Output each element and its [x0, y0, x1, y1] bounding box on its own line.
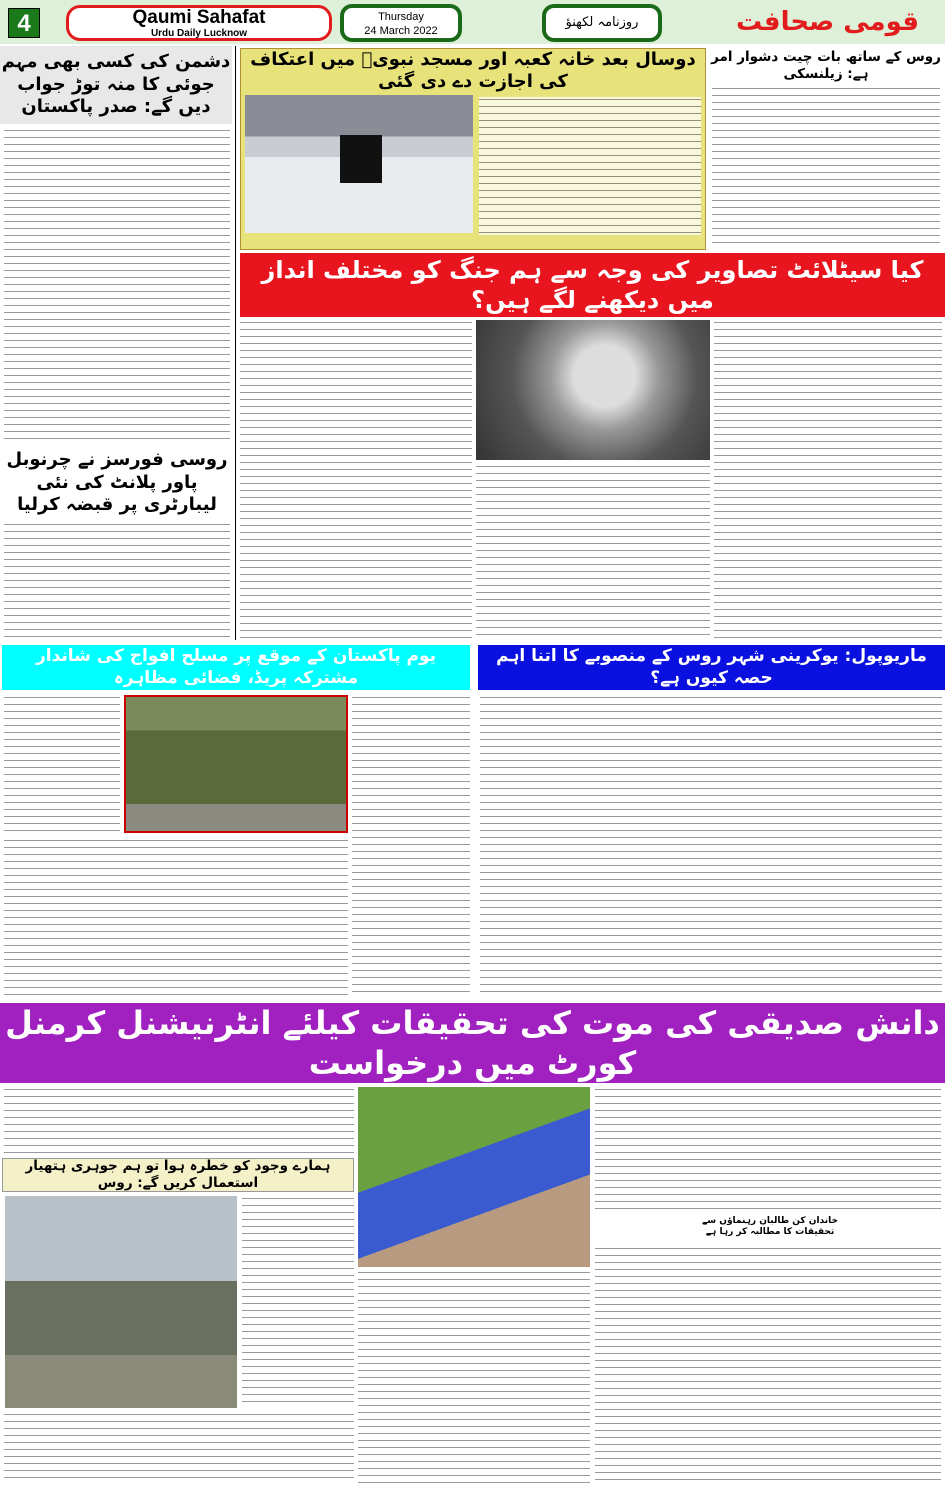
urdu-logo: قومی صحافت	[736, 7, 919, 37]
president-headline-box	[0, 46, 232, 124]
danish-body-right	[595, 1087, 941, 1210]
date: 24 March 2022	[364, 25, 438, 37]
kaaba-photo	[245, 95, 473, 233]
danish-subheading: خاندان کن طالبان رہنماؤں سے تحقیقات کا مطالبہ کر رہا ہے	[700, 1212, 840, 1242]
mariupol-headline: ماریوپول: یوکرینی شہر روس کے منصوبے کا اتنا اہم حصہ کیوں ہے؟	[496, 646, 927, 688]
nuclear-body	[4, 1412, 354, 1484]
mariupol-body	[480, 695, 942, 998]
pakistan-day-headline: یوم پاکستان کے موقع پر مسلح افواج کی شاندار مشترکہ پریڈ، فضائی مظاہرہ	[35, 646, 437, 688]
danish-banner	[0, 1003, 945, 1083]
zelensky-headline: روس کے ساتھ بات چیت دشوار امر ہے: زیلنسکی	[711, 49, 941, 82]
satellite-body-right	[714, 320, 942, 638]
danish-headline: دانش صدیقی کی موت کی تحقیقات کیلئے انٹرنیشنل کرمنل کورٹ میں درخواست	[5, 1004, 940, 1082]
nuclear-body-side	[242, 1196, 354, 1408]
pakistan-day-body-lead	[4, 695, 120, 835]
english-logo	[66, 5, 332, 41]
satellite-body-left	[240, 320, 472, 638]
date-box	[340, 4, 462, 42]
president-headline: دشمن کی کسی بھی مہم جوئی کا منہ توڑ جواب دیں گے: صدر پاکستان	[1, 51, 231, 118]
chernobyl-headline: روسی فورسز نے چرنوبل پاور پلانٹ کی نئی لیبارٹری پر قبضہ کرلیا	[6, 449, 228, 516]
logo-title: Qaumi Sahafat	[132, 7, 266, 28]
president-body	[4, 128, 230, 444]
nuclear-headline: ہمارے وجود کو خطرہ ہوا تو ہم جوہری ہتھیار استعمال کریں گے: روس	[25, 1158, 331, 1191]
tank-photo	[5, 1196, 237, 1408]
logo-subtitle: Urdu Daily Lucknow	[150, 28, 248, 39]
satellite-headline: کیا سیٹلائٹ تصاویر کی وجہ سے ہم جنگ کو مختلف انداز میں دیکھنے لگے ہیں؟	[261, 256, 924, 314]
kaaba	[340, 135, 382, 183]
satellite-banner	[240, 253, 945, 317]
page-number: 4	[8, 8, 40, 38]
danish-photo	[358, 1087, 590, 1267]
parade-photo	[124, 695, 348, 833]
danish-body-right-lower	[595, 1246, 941, 1484]
satellite-photo	[476, 320, 710, 460]
itikaf-story	[240, 48, 706, 250]
column-divider	[235, 46, 236, 640]
satellite-body-middle	[476, 464, 710, 638]
danish-body-middle	[358, 1270, 590, 1484]
itikaf-body	[479, 97, 701, 235]
chernobyl-body	[4, 522, 230, 638]
nuclear-headline-box	[2, 1158, 354, 1192]
zelensky-body	[712, 86, 940, 248]
roznama-label: روزنامہ لکھنؤ	[542, 4, 662, 42]
itikaf-headline: دوسال بعد خانہ کعبہ اور مسجد نبویؐ میں اعتکاف کی اجازت دے دی گئی	[250, 48, 696, 92]
day: Thursday	[378, 11, 424, 23]
pakistan-day-body	[4, 838, 348, 998]
pakistan-day-banner	[2, 645, 470, 690]
pakistan-day-body-right	[352, 695, 470, 998]
mariupol-banner	[478, 645, 945, 690]
danish-body-left	[4, 1087, 354, 1155]
